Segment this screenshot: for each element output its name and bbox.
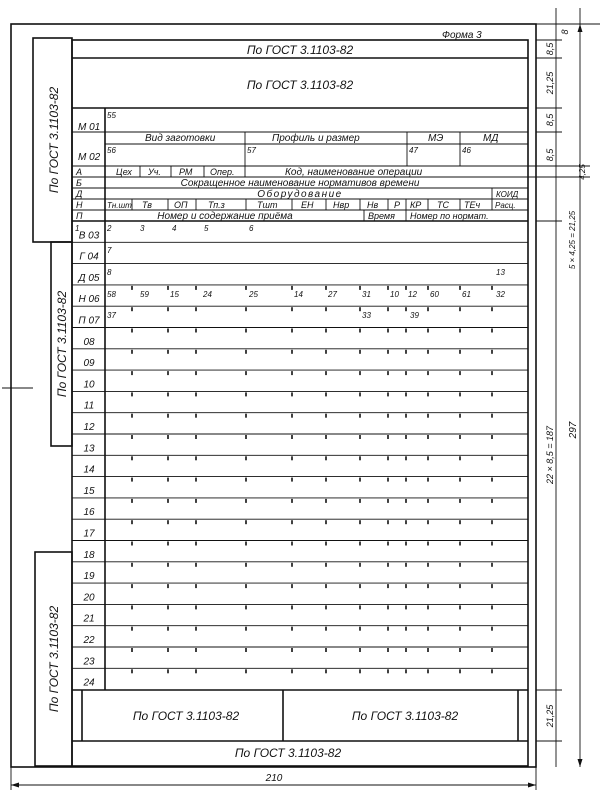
- r06-number: 12: [408, 290, 417, 299]
- r06-number: 31: [362, 290, 371, 299]
- n-cell-tn: Тн.шт: [107, 201, 132, 210]
- row-labels: [78, 230, 100, 688]
- r06-number: 60: [430, 290, 439, 299]
- a-cell-operation-code: Код, наименование операции: [285, 167, 423, 178]
- row-letter-n: Н: [76, 200, 83, 210]
- row-label: 24: [83, 677, 95, 689]
- row-label: 14: [83, 464, 95, 476]
- r03-num-3: 3: [140, 224, 145, 233]
- row-label: 12: [83, 422, 95, 433]
- r07-num-37: 37: [107, 311, 116, 320]
- dim-22x85: 22 × 8,5 = 187: [545, 425, 555, 485]
- bottom-block-right: По ГОСТ 3.1103-82: [351, 709, 459, 723]
- n-cell-ts: ТС: [437, 200, 449, 210]
- b-row-text: Сокращенное наименование нормативов времени: [180, 178, 420, 189]
- row-label: 08: [83, 336, 95, 348]
- dim-85-m02: 8,5: [545, 148, 555, 162]
- row-label: 23: [83, 656, 95, 668]
- side-stamp-1-text: По ГОСТ 3.1103-82: [47, 86, 61, 194]
- r06-number: 32: [496, 290, 505, 299]
- row-letter-g: Д: [76, 189, 83, 199]
- m-number-46: 46: [462, 146, 471, 155]
- n-cell-op: ОП: [174, 200, 188, 210]
- p-cell-norm: Номер по нормат.: [410, 211, 489, 221]
- row-label: Д 05: [78, 272, 100, 284]
- p-cell-time: Время: [368, 211, 395, 221]
- m-number-55: 55: [107, 111, 116, 120]
- row-label: П 07: [78, 315, 100, 327]
- side-stamp-3-text: По ГОСТ 3.1103-82: [47, 605, 61, 713]
- n-cell-tpz: Тп.з: [208, 200, 225, 210]
- n-cell-r: Р: [394, 200, 401, 210]
- row-label: Н 06: [78, 294, 100, 306]
- row-label: В 03: [78, 230, 100, 242]
- side-stamp-2-text: По ГОСТ 3.1103-82: [55, 290, 69, 398]
- title-block-text: По ГОСТ 3.1103-82: [246, 78, 354, 92]
- a-cell-section: Уч.: [148, 167, 161, 177]
- n-cell-tv: Тв: [142, 200, 152, 210]
- n-cell-kr: КР: [410, 200, 422, 210]
- row-label: 21: [83, 613, 95, 625]
- form-label: Форма 3: [442, 30, 482, 41]
- g-row-equipment: Оборудование: [257, 189, 343, 200]
- n-cell-tsht: Тшт: [257, 200, 278, 210]
- row-label: 11: [83, 400, 95, 412]
- tick-marks: [132, 286, 492, 673]
- m-header-profile: Профиль и размер: [272, 133, 360, 144]
- r06-number: 24: [203, 290, 212, 299]
- dim-2125-bottom: 21,25: [545, 704, 555, 728]
- m02-label: М 02: [78, 152, 101, 163]
- m01-label: М 01: [78, 122, 101, 133]
- n-cell-nv: Нв: [367, 200, 379, 210]
- r05-num-8: 8: [107, 268, 112, 277]
- dim-5x425: 5 × 4,25 = 21,25: [568, 210, 577, 270]
- row-letter-p: П: [76, 211, 83, 221]
- bottom-strip-text: По ГОСТ 3.1103-82: [234, 746, 342, 760]
- r04-num-7: 7: [107, 246, 112, 255]
- row-label: 19: [83, 571, 95, 583]
- m-number-57: 57: [247, 146, 256, 155]
- r03-num-5: 5: [204, 224, 209, 233]
- row-label: 17: [83, 528, 95, 540]
- m-number-56: 56: [107, 146, 116, 155]
- r06-number: 58: [107, 290, 116, 299]
- row-label: 13: [83, 443, 95, 455]
- dim-85-top: 8,5: [545, 42, 555, 56]
- r06-number: 14: [294, 290, 303, 299]
- row-letter-b: Б: [76, 178, 82, 188]
- r03-num-4: 4: [172, 224, 177, 233]
- row-label: 09: [83, 358, 95, 370]
- r05-num-13: 13: [496, 268, 505, 277]
- row-label: 15: [83, 485, 95, 497]
- height-dimension: 297: [568, 421, 579, 439]
- r06-number: 59: [140, 290, 149, 299]
- row-label: 10: [83, 379, 95, 391]
- r06-number: 61: [462, 290, 471, 299]
- r06-numbers: [107, 290, 505, 299]
- dim-8: 8: [560, 29, 570, 35]
- row-lines: [72, 242, 528, 668]
- a-cell-operation: Опер.: [210, 167, 235, 177]
- bottom-block-left: По ГОСТ 3.1103-82: [132, 709, 240, 723]
- n-cell-rasts: Расц.: [495, 201, 516, 210]
- r07-num-33: 33: [362, 311, 371, 320]
- top-strip-text: По ГОСТ 3.1103-82: [246, 43, 354, 57]
- r03-num-6: 6: [249, 224, 254, 233]
- row-letter-a: А: [76, 167, 83, 177]
- p-cell-content: Номер и содержание приёма: [157, 211, 293, 222]
- m-header-md: МД: [483, 133, 499, 144]
- row-label: 22: [83, 635, 95, 646]
- row-label: 16: [83, 507, 95, 519]
- dim-85-m01: 8,5: [545, 113, 555, 127]
- n-cell-en: ЕН: [301, 200, 314, 210]
- a-cell-shop: Цех: [116, 167, 132, 177]
- r06-number: 27: [328, 290, 337, 299]
- r06-number: 10: [390, 290, 399, 299]
- r03-marker: 1: [75, 224, 80, 233]
- r03-num-2: 2: [107, 224, 112, 233]
- r06-number: 25: [249, 290, 258, 299]
- m-header-blank: Вид заготовки: [145, 133, 216, 144]
- n-cell-tech: ТЕч: [464, 200, 481, 210]
- m-number-47: 47: [409, 146, 418, 155]
- r06-number: 15: [170, 290, 179, 299]
- m-header-me: МЭ: [428, 133, 444, 144]
- row-label: Г 04: [79, 251, 99, 263]
- width-dimension: 210: [265, 773, 283, 784]
- dim-425: 4,25: [578, 164, 587, 180]
- a-cell-workplace: РМ: [179, 167, 193, 177]
- n-cell-nvr: Нвр: [333, 200, 350, 210]
- dim-2125-top: 21,25: [545, 71, 555, 95]
- r07-num-39: 39: [410, 311, 419, 320]
- row-label: 18: [83, 549, 95, 561]
- g-row-koid: КОИД: [496, 190, 519, 199]
- row-label: 20: [83, 592, 95, 604]
